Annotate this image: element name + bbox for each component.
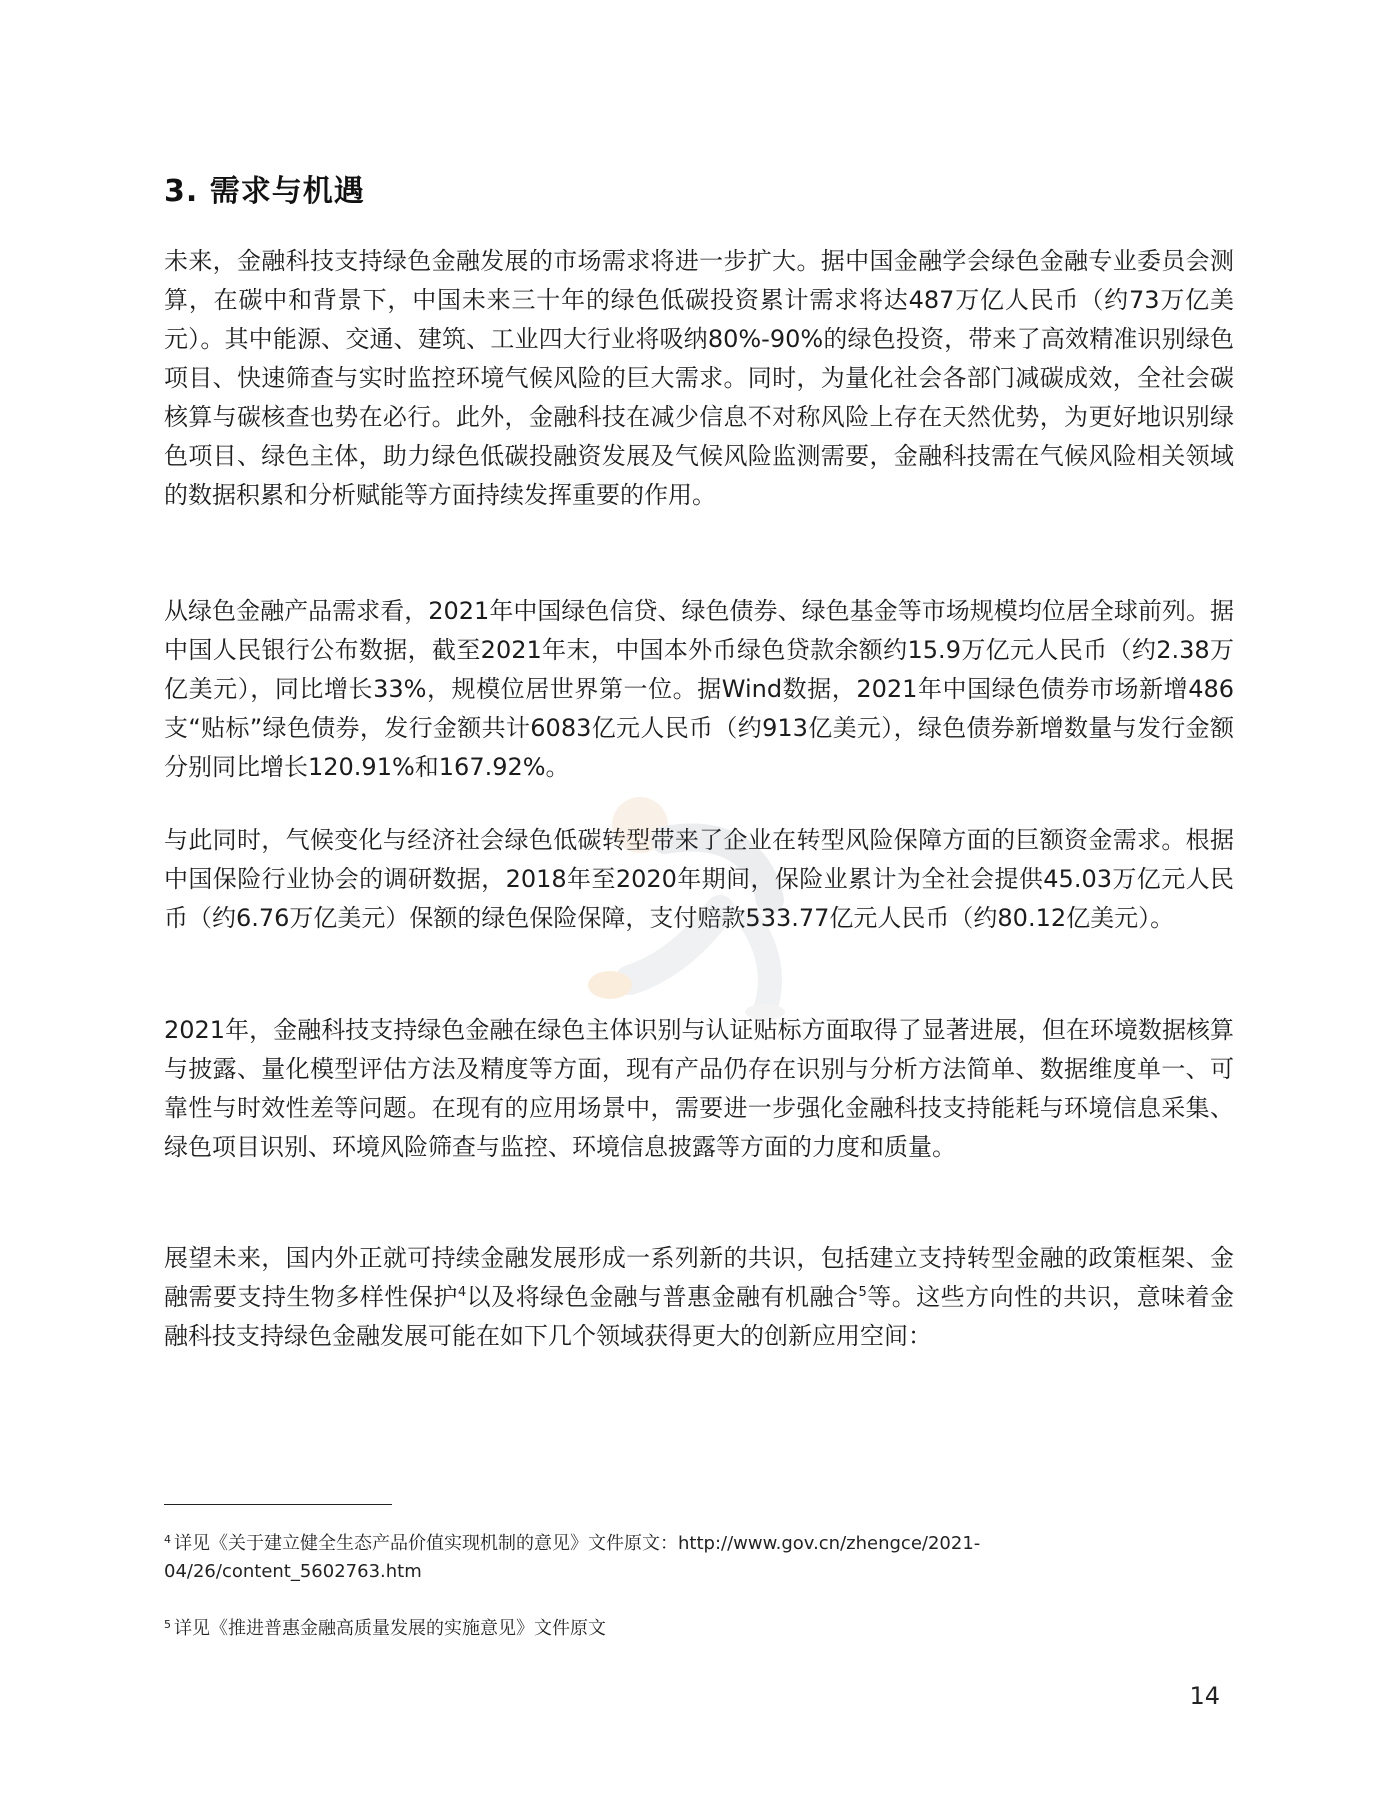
- paragraph-insurance-demand: 与此同时，气候变化与经济社会绿色低碳转型带来了企业在转型风险保障方面的巨额资金需求。根据中国保险行业协会的调研数据，2018年至2020年期间，保险业累计为全社会提供45.03万亿元人民币（约6.76万亿美元）保额的绿色保险保障，支付赔款533.77亿元人民币（约80.12亿美元）。: [164, 826, 1234, 932]
- footnote-4-number: 4: [164, 1533, 171, 1546]
- footnote-5-number: 5: [164, 1618, 171, 1631]
- page-number: 14: [1189, 1682, 1220, 1710]
- footnote-ref-5[interactable]: 5: [858, 1285, 867, 1300]
- paragraph-progress-2021: 2021年，金融科技支持绿色金融在绿色主体识别与认证贴标方面取得了显著进展，但在环境数据核算与披露、量化模型评估方法及精度等方面，现有产品仍存在识别与分析方法简单、数据维度单一、可靠性与时效性差等问题。在现有的应用场景中，需要进一步强化金融科技支持能耗与环境信息采集、绿色项目识别、环境风险筛查与监控、环境信息披露等方面的力度和质量。: [164, 1016, 1234, 1161]
- paragraph-market-demand: 未来，金融科技支持绿色金融发展的市场需求将进一步扩大。据中国金融学会绿色金融专业委员会测算，在碳中和背景下，中国未来三十年的绿色低碳投资累计需求将达487万亿人民币（约73万亿美元）。其中能源、交通、建筑、工业四大行业将吸纳80%-90%的绿色投资，带来了高效精准识别绿色项目、快速筛查与实时监控环境气候风险的巨大需求。同时，为量化社会各部门减碳成效，全社会碳核算与碳核查也势在必行。此外，金融科技在减少信息不对称风险上存在天然优势，为更好地识别绿色项目、绿色主体，助力绿色低碳投融资发展及气候风险监测需要，金融科技需在气候风险相关领域的数据积累和分析赋能等方面持续发挥重要的作用。: [164, 247, 1234, 509]
- footnote-5-text: 详见《推进普惠金融高质量发展的实施意见》文件原文: [174, 1618, 606, 1639]
- outlook-text-part3: 等。这些方向性的共识，意味着金融科技支持绿色金融发展可能在如下几个领域获得更大的创新应用空间：: [164, 1283, 1235, 1350]
- footnote-ref-4[interactable]: 4: [457, 1285, 467, 1300]
- outlook-text-part1: 展望未来，国内外正就可持续金融发展形成一系列新的共识，包括建立支持转型金融的政策框架、金融需要支持生物多样性保护: [164, 1244, 1234, 1311]
- section-heading: 3. 需求与机遇: [164, 174, 365, 209]
- outlook-text-part2: 以及将绿色金融与普惠金融有机融合: [466, 1283, 859, 1311]
- paragraph-product-demand: 从绿色金融产品需求看，2021年中国绿色信贷、绿色债券、绿色基金等市场规模均位居全球前列。据中国人民银行公布数据，截至2021年末，中国本外币绿色贷款余额约15.9万亿元人民币（约2.38万亿美元），同比增长33%，规模位居世界第一位。据Wind数据，2021年中国绿色债券市场新增486支“贴标”绿色债券，发行金额共计6083亿元人民币（约913亿美元），绿色债券新增数量与发行金额分别同比增长120.91%和167.92%。: [164, 597, 1234, 781]
- paragraph-outlook: [164, 1239, 1234, 1356]
- footnote-5: [164, 1615, 1234, 1643]
- footnote-4-text[interactable]: 详见《关于建立健全生态产品价值实现机制的意见》文件原文：http://www.gov.cn/zhengce/2021-04/26/content_5602763.htm: [164, 1533, 981, 1582]
- footnote-divider: [164, 1504, 392, 1505]
- footnote-4: [164, 1530, 1234, 1586]
